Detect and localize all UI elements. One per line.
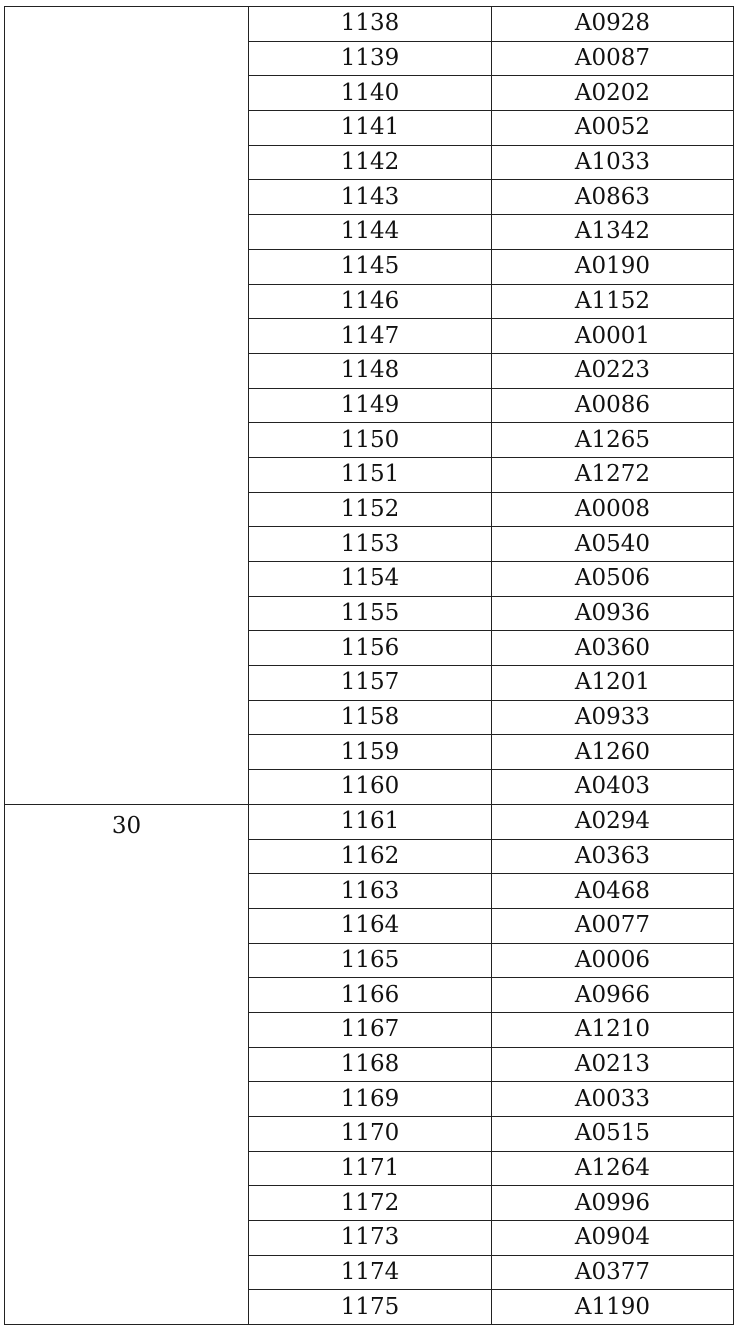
number-cell: 1156 bbox=[249, 631, 492, 666]
number-cell: 1167 bbox=[249, 1012, 492, 1047]
number-cell: 1150 bbox=[249, 423, 492, 458]
number-cell: 1173 bbox=[249, 1221, 492, 1256]
number-cell: 1168 bbox=[249, 1047, 492, 1082]
data-table-container bbox=[4, 6, 733, 1327]
number-cell: 1146 bbox=[249, 284, 492, 319]
code-cell: A0506 bbox=[492, 562, 734, 597]
code-cell: A1272 bbox=[492, 457, 734, 492]
code-cell: A0863 bbox=[492, 180, 734, 215]
number-cell: 1164 bbox=[249, 908, 492, 943]
group-cell bbox=[5, 804, 249, 1324]
code-cell: A0086 bbox=[492, 388, 734, 423]
code-cell: A0515 bbox=[492, 1117, 734, 1152]
code-cell: A0966 bbox=[492, 978, 734, 1013]
number-cell: 1140 bbox=[249, 76, 492, 111]
number-cell: 1139 bbox=[249, 41, 492, 76]
code-cell: A0052 bbox=[492, 111, 734, 146]
code-cell: A0936 bbox=[492, 596, 734, 631]
table-row bbox=[5, 7, 734, 42]
code-cell: A0033 bbox=[492, 1082, 734, 1117]
number-cell: 1159 bbox=[249, 735, 492, 770]
number-cell: 1175 bbox=[249, 1290, 492, 1325]
number-cell: 1161 bbox=[249, 804, 492, 839]
number-cell: 1166 bbox=[249, 978, 492, 1013]
table-row bbox=[5, 804, 734, 839]
data-table bbox=[4, 6, 734, 1325]
number-cell: 1165 bbox=[249, 943, 492, 978]
number-cell: 1174 bbox=[249, 1255, 492, 1290]
number-cell: 1158 bbox=[249, 700, 492, 735]
number-cell: 1153 bbox=[249, 527, 492, 562]
number-cell: 1155 bbox=[249, 596, 492, 631]
code-cell: A0190 bbox=[492, 249, 734, 284]
code-cell: A0928 bbox=[492, 7, 734, 42]
number-cell: 1148 bbox=[249, 353, 492, 388]
code-cell: A0006 bbox=[492, 943, 734, 978]
group-label: 30 bbox=[111, 812, 142, 839]
code-cell: A1201 bbox=[492, 666, 734, 701]
number-cell: 1138 bbox=[249, 7, 492, 42]
number-cell: 1170 bbox=[249, 1117, 492, 1152]
code-cell: A0213 bbox=[492, 1047, 734, 1082]
code-cell: A1190 bbox=[492, 1290, 734, 1325]
number-cell: 1172 bbox=[249, 1186, 492, 1221]
code-cell: A0202 bbox=[492, 76, 734, 111]
number-cell: 1144 bbox=[249, 215, 492, 250]
code-cell: A0360 bbox=[492, 631, 734, 666]
number-cell: 1154 bbox=[249, 562, 492, 597]
code-cell: A1210 bbox=[492, 1012, 734, 1047]
code-cell: A1265 bbox=[492, 423, 734, 458]
number-cell: 1169 bbox=[249, 1082, 492, 1117]
code-cell: A0996 bbox=[492, 1186, 734, 1221]
code-cell: A1260 bbox=[492, 735, 734, 770]
number-cell: 1157 bbox=[249, 666, 492, 701]
code-cell: A1342 bbox=[492, 215, 734, 250]
code-cell: A1152 bbox=[492, 284, 734, 319]
number-cell: 1141 bbox=[249, 111, 492, 146]
code-cell: A1033 bbox=[492, 145, 734, 180]
number-cell: 1171 bbox=[249, 1151, 492, 1186]
code-cell: A0904 bbox=[492, 1221, 734, 1256]
code-cell: A0363 bbox=[492, 839, 734, 874]
number-cell: 1145 bbox=[249, 249, 492, 284]
number-cell: 1151 bbox=[249, 457, 492, 492]
group-cell bbox=[5, 7, 249, 805]
code-cell: A0403 bbox=[492, 770, 734, 805]
number-cell: 1149 bbox=[249, 388, 492, 423]
code-cell: A0377 bbox=[492, 1255, 734, 1290]
code-cell: A0294 bbox=[492, 804, 734, 839]
number-cell: 1162 bbox=[249, 839, 492, 874]
code-cell: A0008 bbox=[492, 492, 734, 527]
number-cell: 1147 bbox=[249, 319, 492, 354]
code-cell: A0540 bbox=[492, 527, 734, 562]
number-cell: 1142 bbox=[249, 145, 492, 180]
code-cell: A0087 bbox=[492, 41, 734, 76]
table-body bbox=[5, 7, 734, 1325]
number-cell: 1152 bbox=[249, 492, 492, 527]
code-cell: A0001 bbox=[492, 319, 734, 354]
code-cell: A0933 bbox=[492, 700, 734, 735]
code-cell: A1264 bbox=[492, 1151, 734, 1186]
number-cell: 1160 bbox=[249, 770, 492, 805]
number-cell: 1143 bbox=[249, 180, 492, 215]
code-cell: A0077 bbox=[492, 908, 734, 943]
number-cell: 1163 bbox=[249, 874, 492, 909]
code-cell: A0223 bbox=[492, 353, 734, 388]
code-cell: A0468 bbox=[492, 874, 734, 909]
